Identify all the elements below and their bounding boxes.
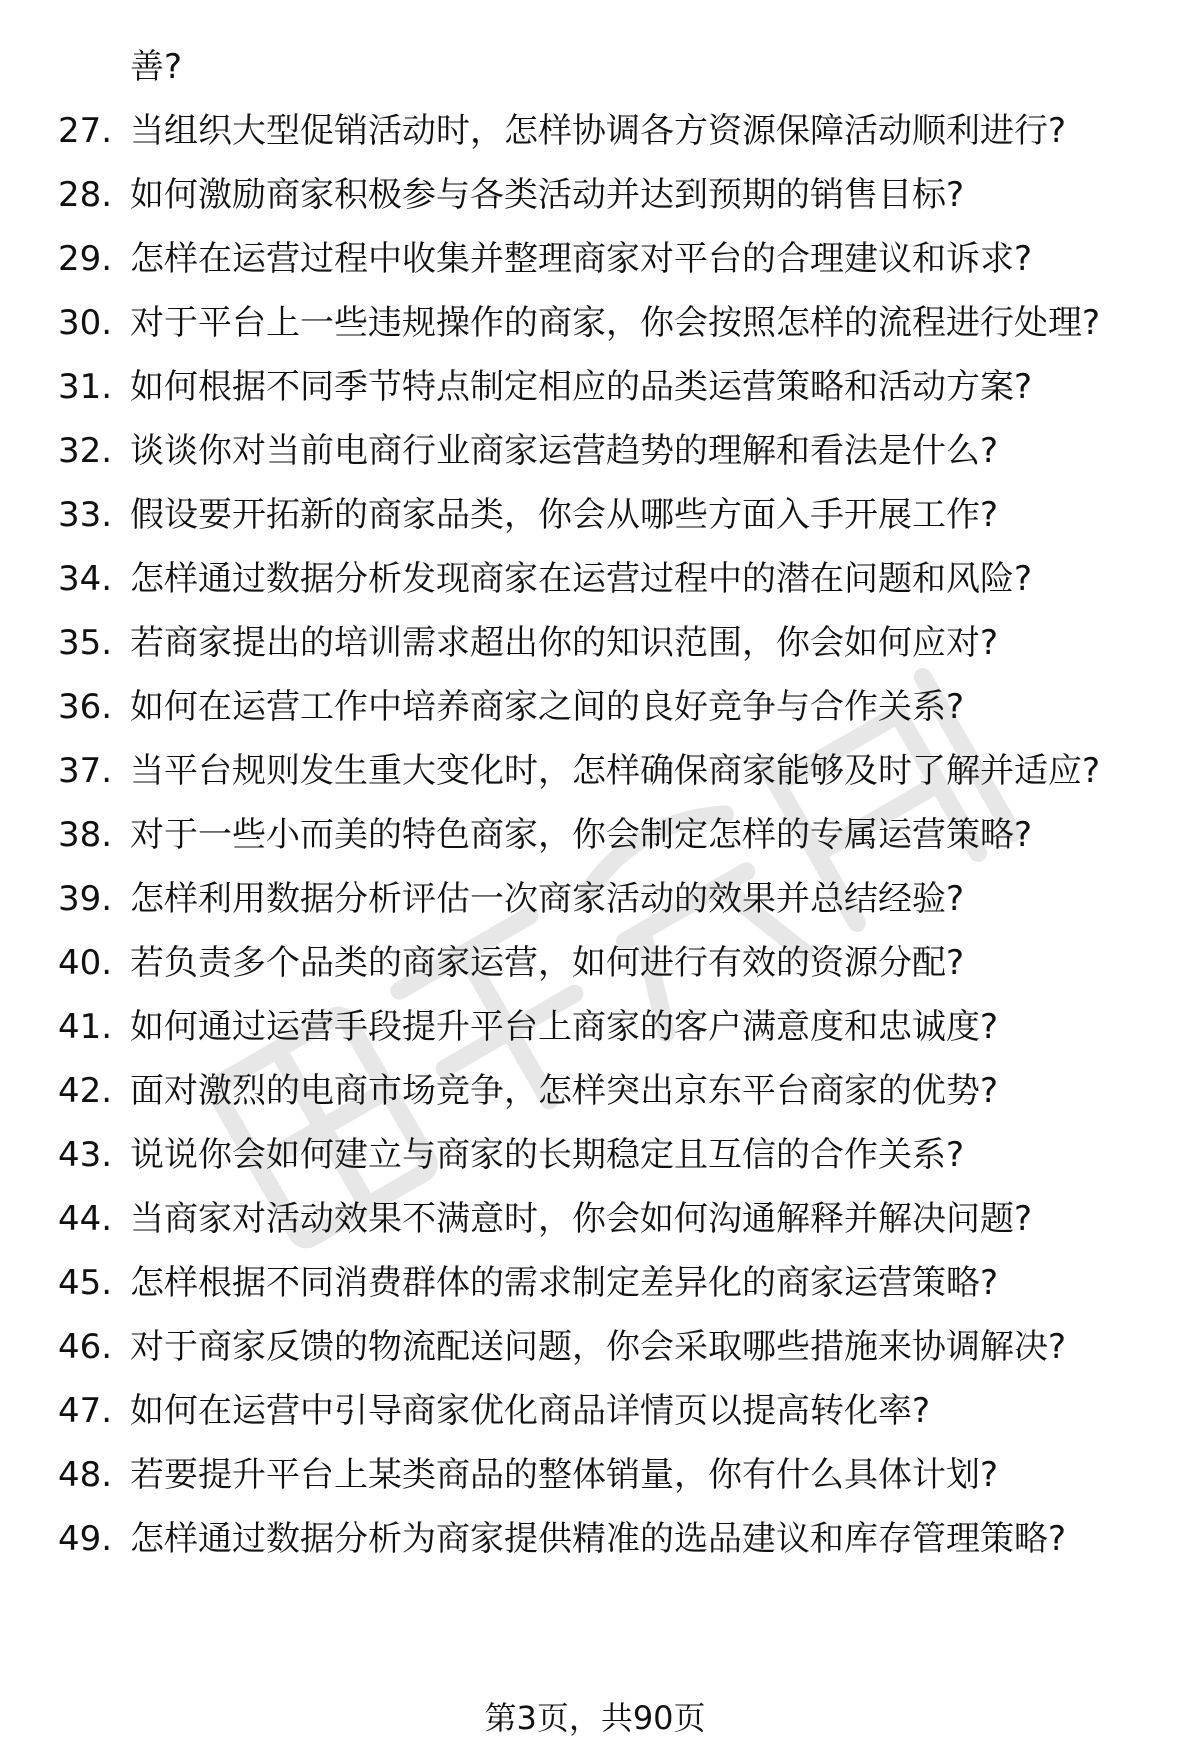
- question-item: [58, 1196, 1138, 1242]
- question-text: 若要提升平台上某类商品的整体销量，你有什么具体计划?: [130, 1455, 999, 1495]
- question-number: 34.: [58, 559, 113, 599]
- question-text: 面对激烈的电商市场竞争，怎样突出京东平台商家的优势?: [130, 1071, 999, 1111]
- question-number: 40.: [58, 943, 113, 983]
- question-text: 如何激励商家积极参与各类活动并达到预期的销售目标?: [130, 175, 965, 215]
- question-number: 33.: [58, 495, 113, 535]
- question-number: 32.: [58, 431, 113, 471]
- question-text: 怎样利用数据分析评估一次商家活动的效果并总结经验?: [130, 879, 965, 919]
- question-item: [58, 1132, 1138, 1178]
- question-list: [58, 44, 1138, 1580]
- question-item: [58, 1324, 1138, 1370]
- question-text: 当组织大型促销活动时，怎样协调各方资源保障活动顺利进行?: [130, 111, 1067, 151]
- question-item: [58, 364, 1138, 410]
- question-text: 怎样在运营过程中收集并整理商家对平台的合理建议和诉求?: [130, 239, 1033, 279]
- question-item: [58, 1452, 1138, 1498]
- question-item: [58, 172, 1138, 218]
- question-text: 对于平台上一些违规操作的商家，你会按照怎样的流程进行处理?: [130, 303, 1101, 343]
- question-text: 若负责多个品类的商家运营，如何进行有效的资源分配?: [130, 943, 965, 983]
- question-number: 42.: [58, 1071, 113, 1111]
- question-item: [58, 492, 1138, 538]
- question-number: 27.: [58, 111, 113, 151]
- question-number: 49.: [58, 1519, 113, 1559]
- question-text: 当平台规则发生重大变化时，怎样确保商家能够及时了解并适应?: [130, 751, 1101, 791]
- question-number: 47.: [58, 1391, 113, 1431]
- page-number-label: 第3页，共90页: [484, 1699, 706, 1737]
- question-item: [58, 812, 1138, 858]
- continuation-text: 善?: [130, 47, 183, 87]
- question-number: 29.: [58, 239, 113, 279]
- question-text: 如何在运营中引导商家优化商品详情页以提高转化率?: [130, 1391, 931, 1431]
- question-number: 43.: [58, 1135, 113, 1175]
- question-text: 说说你会如何建立与商家的长期稳定且互信的合作关系?: [130, 1135, 965, 1175]
- question-item: [58, 300, 1138, 346]
- question-text: 怎样通过数据分析发现商家在运营过程中的潜在问题和风险?: [130, 559, 1033, 599]
- question-item: [58, 1516, 1138, 1562]
- question-text: 对于一些小而美的特色商家，你会制定怎样的专属运营策略?: [130, 815, 1033, 855]
- question-number: 46.: [58, 1327, 113, 1367]
- question-number: 44.: [58, 1199, 113, 1239]
- question-number: 48.: [58, 1455, 113, 1495]
- question-text: 如何通过运营手段提升平台上商家的客户满意度和忠诚度?: [130, 1007, 999, 1047]
- question-text: 对于商家反馈的物流配送问题，你会采取哪些措施来协调解决?: [130, 1327, 1067, 1367]
- question-item: [58, 748, 1138, 794]
- question-item: [58, 1004, 1138, 1050]
- question-text: 当商家对活动效果不满意时，你会如何沟通解释并解决问题?: [130, 1199, 1033, 1239]
- question-text: 怎样通过数据分析为商家提供精准的选品建议和库存管理策略?: [130, 1519, 1067, 1559]
- question-number: 39.: [58, 879, 113, 919]
- question-text: 假设要开拓新的商家品类，你会从哪些方面入手开展工作?: [130, 495, 999, 535]
- question-item: [58, 1260, 1138, 1306]
- question-text: 谈谈你对当前电商行业商家运营趋势的理解和看法是什么?: [130, 431, 999, 471]
- question-text: 如何在运营工作中培养商家之间的良好竞争与合作关系?: [130, 687, 965, 727]
- question-item: [58, 1388, 1138, 1434]
- question-number: 45.: [58, 1263, 113, 1303]
- question-item: [58, 1068, 1138, 1114]
- question-number: 41.: [58, 1007, 113, 1047]
- question-item: [58, 108, 1138, 154]
- page-footer: [0, 1698, 1190, 1738]
- question-number: 36.: [58, 687, 113, 727]
- question-number: 31.: [58, 367, 113, 407]
- question-number: 37.: [58, 751, 113, 791]
- question-item: [58, 428, 1138, 474]
- question-item: [58, 876, 1138, 922]
- question-text: 怎样根据不同消费群体的需求制定差异化的商家运营策略?: [130, 1263, 999, 1303]
- question-item: [58, 684, 1138, 730]
- question-item: [58, 556, 1138, 602]
- question-item: [58, 620, 1138, 666]
- question-number: 30.: [58, 303, 113, 343]
- question-text: 若商家提出的培训需求超出你的知识范围，你会如何应对?: [130, 623, 999, 663]
- question-item: [58, 236, 1138, 282]
- question-text: 如何根据不同季节特点制定相应的品类运营策略和活动方案?: [130, 367, 1033, 407]
- question-number: 28.: [58, 175, 113, 215]
- question-item: [58, 940, 1138, 986]
- question-number: 35.: [58, 623, 113, 663]
- question-number: 38.: [58, 815, 113, 855]
